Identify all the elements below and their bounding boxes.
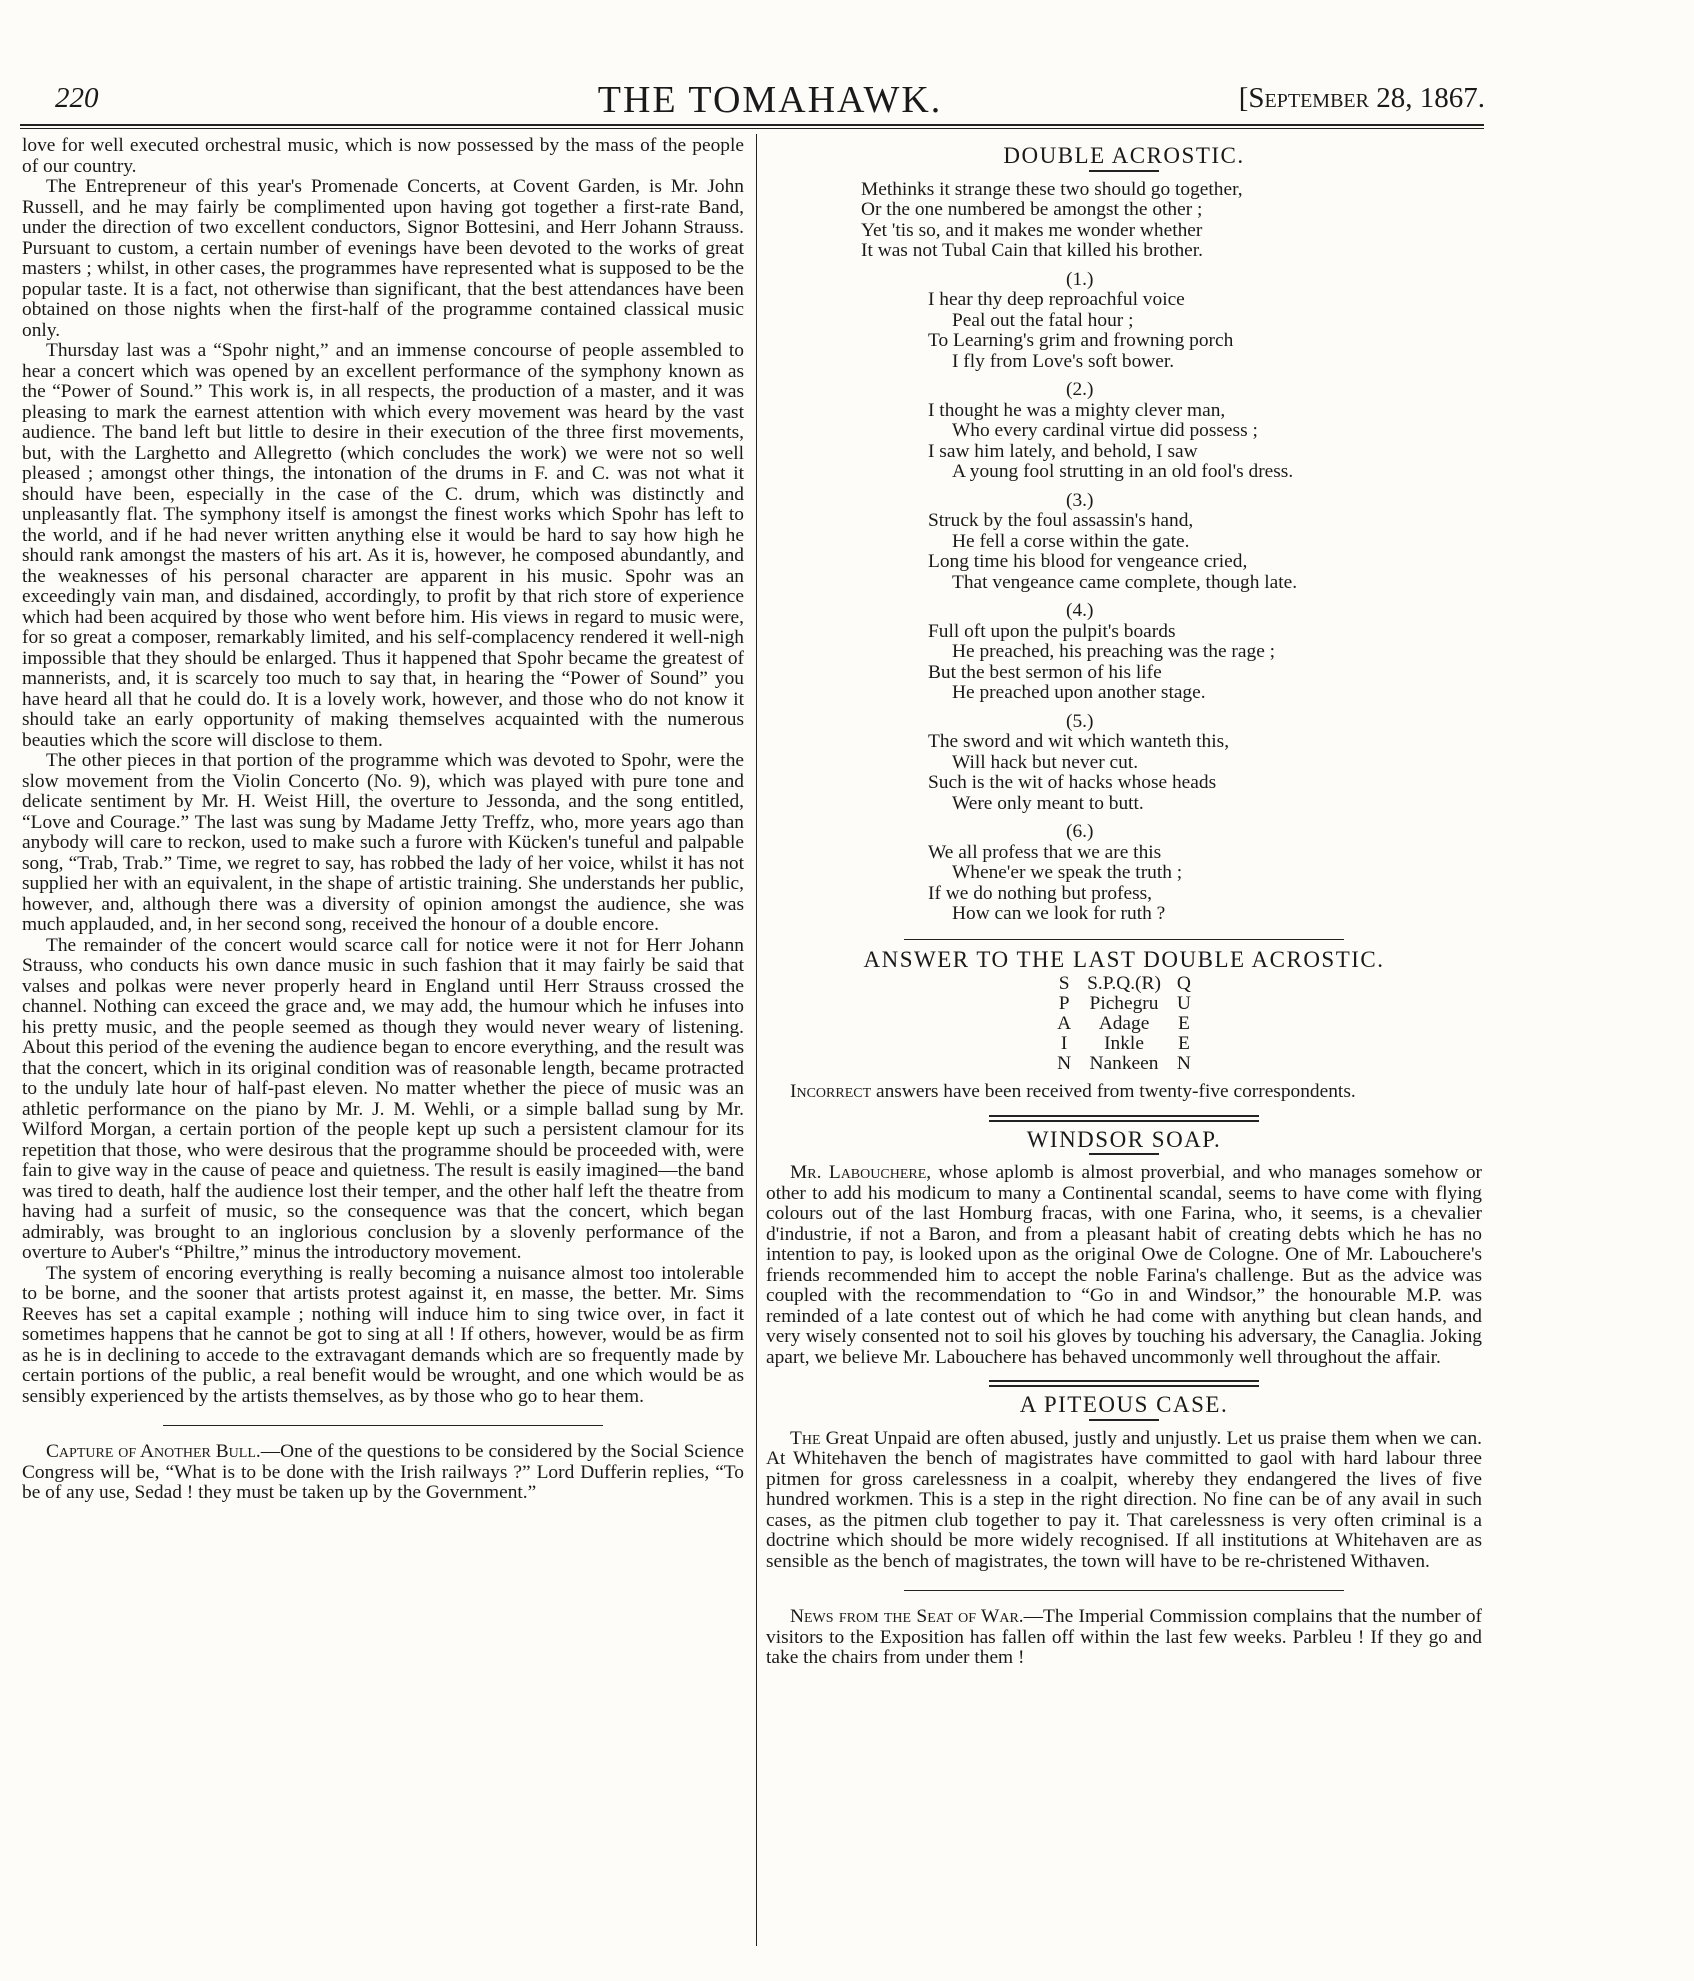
paragraph: love for well executed orchestral music, which is now possessed by the mass of the people of our country. bbox=[22, 135, 744, 177]
poem-line: He fell a corse within the gate. bbox=[952, 530, 1190, 552]
note-text: answers have been received from twenty-five correspondents. bbox=[871, 1081, 1356, 1102]
poem-line: Will hack but never cut. bbox=[952, 751, 1139, 773]
poem-line: It was not Tubal Cain that killed his brother. bbox=[861, 240, 1204, 261]
paragraph: The remainder of the concert would scarce call for notice were it not for Herr Johann Strauss, who conducts his own dance music in such fashion that it may fairly be said that valses and polkas were never properly heard in England until Herr Strauss crossed the channel. Nothing can exceed the grace and, we may add, the humour which he infuses into his pretty music, and the people seemed as though they would never weary of listening. About this period of the evening the audience began to encore everything, and the result was that the concert, which in its original condition was of reasonable length, became protracted to the unduly late hour of half-past eleven. No matter whether the piece of music was an athletic performance on the piano by Mr. J. M. Wehli, or a simple ballad sung by Mr. Wilford Morgan, a certain portion of the people kept up such a persistent clamour for its repetition that those, who were desirous that the programme should be proceeded with, were fain to give way in the cause of peace and quietness. The result is easily imagined—the band was tired to death, half the audience lost their temper, and the other half left the theatre from having had a surfeit of music, so the consequence was that the concert, which began admirably, was brought to an inglorious conclusion by a slovenly performance of the overture to Auber's “Philtre,” minus the introductory movement. bbox=[22, 934, 744, 1263]
note-lead: Incorrect bbox=[790, 1081, 872, 1102]
poem-line: Peal out the fatal hour ; bbox=[952, 309, 1134, 331]
answer-cell: Q bbox=[1176, 973, 1191, 994]
column-divider bbox=[756, 134, 757, 1946]
answer-cell: S bbox=[1058, 973, 1070, 994]
answer-cell: E bbox=[1177, 1013, 1190, 1034]
title-rule bbox=[1089, 170, 1159, 172]
issue-date: [September 28, 1867. bbox=[1238, 82, 1485, 114]
stanza-number: (3.) bbox=[1066, 489, 1094, 511]
table-row bbox=[1049, 1014, 1199, 1034]
section-rule bbox=[904, 939, 1344, 940]
capture-text: —One of the questions to be considered by the Social Science Congress will be, “What is to be done with the Irish railways ?” Lord Dufferin replies, “To be of any use, Sedad ! they must be taken up by the Government.” bbox=[22, 1441, 744, 1503]
answer-table bbox=[1049, 974, 1199, 1074]
header-rule-thin bbox=[20, 128, 1484, 129]
table-row bbox=[1049, 1034, 1199, 1054]
stanza bbox=[928, 712, 1482, 815]
poem-line: Whene'er we speak the truth ; bbox=[952, 862, 1183, 883]
answer-title: ANSWER TO THE LAST DOUBLE ACROSTIC. bbox=[863, 946, 1385, 972]
answer-cell: N bbox=[1057, 1053, 1072, 1074]
news-text: —The Imperial Commission complains that the number of visitors to the Exposition has fallen off within the last few weeks. Parbleu ! If they go and take the chairs from under them ! bbox=[766, 1606, 1482, 1668]
answer-cell: S.P.Q.(R) bbox=[1087, 973, 1161, 994]
answer-cell: Nankeen bbox=[1089, 1053, 1159, 1074]
poem-line: I fly from Love's soft bower. bbox=[952, 350, 1175, 372]
table-row bbox=[1049, 974, 1199, 994]
double-rule bbox=[989, 1380, 1259, 1387]
poem-line: To Learning's grim and frowning porch bbox=[928, 330, 1234, 351]
paragraph: The Entrepreneur of this year's Promenade Concerts, at Covent Garden, is Mr. John Russell, and he may fairly be complimented upon having got together a first-rate Band, under the direction of two excellent conductors, Signor Bottesini, and Herr Johann Strauss. Pursuant to custom, a certain number of evenings have been devoted to the works of great masters ; whilst, in other cases, the programmes have represented what is supposed to be the popular taste. It is a fact, not otherwise than significant, that the best attendances have been obtained on those nights when the first-half of the programme contained classical music only. bbox=[22, 176, 744, 341]
poem-line: Who every cardinal virtue did possess ; bbox=[952, 420, 1258, 441]
answer-cell: A bbox=[1057, 1013, 1072, 1034]
paragraph: The system of encoring everything is really becoming a nuisance almost too intolerable to be borne, and the sooner that artists protest against it, en masse, the better. Mr. Sims Reeves has set a capital example ; nothing will induce him to sing twice over, in fact it sometimes happens that he cannot be got to sing at all ! If others, however, would be as firm as he is in declining to accede to the extravagant demands which are so frequently made by certain portions of the public, a real benefit would be wrought, and one which would be as sensibly experienced by the artists themselves, as by those who go to hear them. bbox=[22, 1262, 744, 1407]
poem-line: That vengeance came complete, though late. bbox=[952, 571, 1298, 593]
table-row bbox=[1049, 1054, 1199, 1074]
stanza-number: (5.) bbox=[1066, 710, 1094, 732]
stanza-number: (1.) bbox=[1066, 268, 1094, 290]
answer-cell: E bbox=[1177, 1033, 1190, 1054]
poem-line: Struck by the foul assassin's hand, bbox=[928, 510, 1194, 531]
stanza-number: (6.) bbox=[1066, 821, 1094, 842]
right-column bbox=[766, 140, 1482, 1669]
stanza bbox=[928, 601, 1482, 704]
stanza bbox=[928, 380, 1482, 483]
double-rule bbox=[989, 1115, 1259, 1122]
header-rule bbox=[20, 124, 1484, 126]
stanza-number: (4.) bbox=[1066, 600, 1094, 621]
capture-paragraph bbox=[22, 1442, 744, 1504]
poem-line: How can we look for ruth ? bbox=[952, 903, 1166, 924]
poem-line: Long time his blood for vengeance cried, bbox=[928, 551, 1248, 572]
windsor-title: WINDSOR SOAP. bbox=[1026, 1126, 1222, 1152]
poem-line: I saw him lately, and behold, I saw bbox=[928, 440, 1198, 462]
poem-line: I thought he was a mighty clever man, bbox=[928, 399, 1226, 421]
answer-cell: N bbox=[1176, 1053, 1191, 1074]
windsor-text: whose aplomb is almost proverbial, and who manages somehow or other to add his modicum to many a Continental scandal, seems to have come with flying colours out of the last Homburg fracas, with one Farina, who, it seems, is a chevalier d'industrie, if not a Baron, and from a pleasant habit of creating debts which he has no intention to pay, is looked upon as the original Owe de Cologne. One of Mr. Labouchere's friends recommended him to accept the noble Farina's challenge. But as the advice was coupled with the recommendation to “Go in and Windsor,” the honourable M.P. was reminded of a late contest out of which he had come with anything but clean hands, and very wisely consented not to soil his gloves by touching his adversary, the Canaglia. Joking apart, we believe Mr. Labouchere has behaved uncommonly well throughout the affair. bbox=[766, 1162, 1482, 1368]
acrostic-intro bbox=[861, 180, 1482, 262]
news-paragraph bbox=[766, 1607, 1482, 1669]
poem-line: The sword and wit which wanteth this, bbox=[928, 731, 1230, 752]
stanza-number: (2.) bbox=[1066, 379, 1094, 400]
piteous-title: A PITEOUS CASE. bbox=[1019, 1392, 1229, 1417]
title-rule bbox=[1089, 1419, 1159, 1421]
poem-line: Methinks it strange these two should go together, bbox=[861, 178, 1243, 200]
poem-line: Were only meant to butt. bbox=[952, 792, 1144, 814]
news-lead: News from the Seat of War. bbox=[790, 1606, 1024, 1627]
left-column bbox=[22, 136, 744, 1504]
poem-line: He preached upon another stage. bbox=[952, 682, 1206, 703]
page-header bbox=[55, 78, 1485, 121]
poem-line: But the best sermon of his life bbox=[928, 661, 1162, 683]
section-rule bbox=[904, 1590, 1344, 1591]
table-row bbox=[1049, 994, 1199, 1014]
capture-lead: Capture of Another Bull. bbox=[46, 1441, 261, 1462]
piteous-text: Great Unpaid are often abused, justly and unjustly. Let us praise them when we can. At Whitehaven the bench of magistrates have committed to gaol with hard labour three pitmen for gross carelessness in a coalpit, whereby they endangered the lives of five hundred workmen. This is a step in the right direction. No fine can be of any avail in such cases, as the pitmen club together to pay it. That carelessness is very often criminal is a doctrine which should be more widely recognised. If all institutions at Whitehaven are as sensible as the bench of magistrates, the town will have to be re-christened Withaven. bbox=[766, 1427, 1482, 1572]
piteous-lead: The bbox=[790, 1427, 821, 1449]
poem-line: He preached, his preaching was the rage ; bbox=[952, 641, 1276, 662]
paragraph: The other pieces in that portion of the programme which was devoted to Spohr, were the slow movement from the Violin Concerto (No. 9), which was played with pure tone and delicate sentiment by Mr. H. Weist Hill, the overture to Jessonda, and the song entitled, “Love and Courage.” The last was sung by Madame Jetty Treffz, who, more years ago than anybody will care to reckon, used to make such a furore with Kücken's tuneful and palpable song, “Trab, Trab.” Time, we regret to say, has robbed the lady of her voice, whilst it has not supplied her with an equivalent, in the shape of artistic training. She understands her public, however, and, although there was a diversity of opinion amongst the audience, she was much applauded, and, in her second song, received the honour of a double encore. bbox=[22, 750, 744, 935]
answer-cell: U bbox=[1176, 993, 1191, 1014]
page-number: 220 bbox=[55, 82, 99, 114]
paragraph: Thursday last was a “Spohr night,” and an immense concourse of people assembled to hear a concert which was opened by an excellent performance of the symphony known as the “Power of Sound.” This work is, in all respects, the production of a master, and it was pleasing to mark the earnest attention with which every movement was heard by the vast audience. The band left but little to desire in their execution of the three first movements, but, with the Larghetto and Allegretto (which concludes the work) we were not so well pleased ; amongst other things, the intonation of the drums in F. and C. was not what it should have been, especially in the case of the C. drum, which was distinctly and unpleasantly flat. The symphony itself is amongst the finest works which Spohr has left to the world, and if he had never written anything else it would be hard to say how high he should rank amongst the masters of his art. As it is, however, he composed abundantly, and the weaknesses of his personal character are apparent in his music. Spohr was an exceedingly vain man, and disdained, accordingly, to profit by that rich store of experience which had been acquired by those who went before him. His views in regard to music were, for so great a composer, remarkably limited, and his self-complacency rendered it well-nigh impossible that they should be enlarged. Thus it happened that Spohr became the greatest of mannerists, and, it is scarcely too much to say that, in hearing the “Power of Sound” you have heard all that he could do. It is a lovely work, however, and those who do not know it should take an early opportunity of making themselves acquainted with the numerous beauties which the score will disclose to them. bbox=[22, 340, 744, 751]
windsor-lead: Mr. Labouchere, bbox=[790, 1162, 932, 1183]
poem-line: We all profess that we are this bbox=[928, 841, 1162, 863]
answer-cell: Inkle bbox=[1104, 1033, 1144, 1054]
poem-line: A young fool strutting in an old fool's dress. bbox=[952, 461, 1294, 482]
answer-cell: Pichegru bbox=[1089, 993, 1159, 1014]
acrostic-title: DOUBLE ACROSTIC. bbox=[1003, 143, 1245, 168]
masthead: THE TOMAHAWK. bbox=[597, 79, 943, 121]
section-rule bbox=[163, 1425, 603, 1426]
piteous-paragraph bbox=[766, 1429, 1482, 1573]
stanza bbox=[928, 822, 1482, 925]
poem-line: If we do nothing but profess, bbox=[928, 882, 1153, 904]
poem-line: Such is the wit of hacks whose heads bbox=[928, 772, 1217, 793]
poem-line: Yet 'tis so, and it makes me wonder whether bbox=[861, 219, 1203, 241]
stanza bbox=[928, 270, 1482, 373]
answer-cell: Adage bbox=[1098, 1013, 1150, 1034]
stanza bbox=[928, 491, 1482, 594]
windsor-paragraph bbox=[766, 1163, 1482, 1368]
answer-cell: P bbox=[1058, 993, 1070, 1014]
poem-line: Or the one numbered be amongst the other ; bbox=[861, 199, 1203, 220]
answer-note bbox=[766, 1082, 1482, 1103]
title-rule bbox=[1089, 1153, 1159, 1155]
poem-line: Full oft upon the pulpit's boards bbox=[928, 620, 1176, 642]
poem-line: I hear thy deep reproachful voice bbox=[928, 289, 1185, 310]
answer-cell: I bbox=[1060, 1033, 1068, 1054]
